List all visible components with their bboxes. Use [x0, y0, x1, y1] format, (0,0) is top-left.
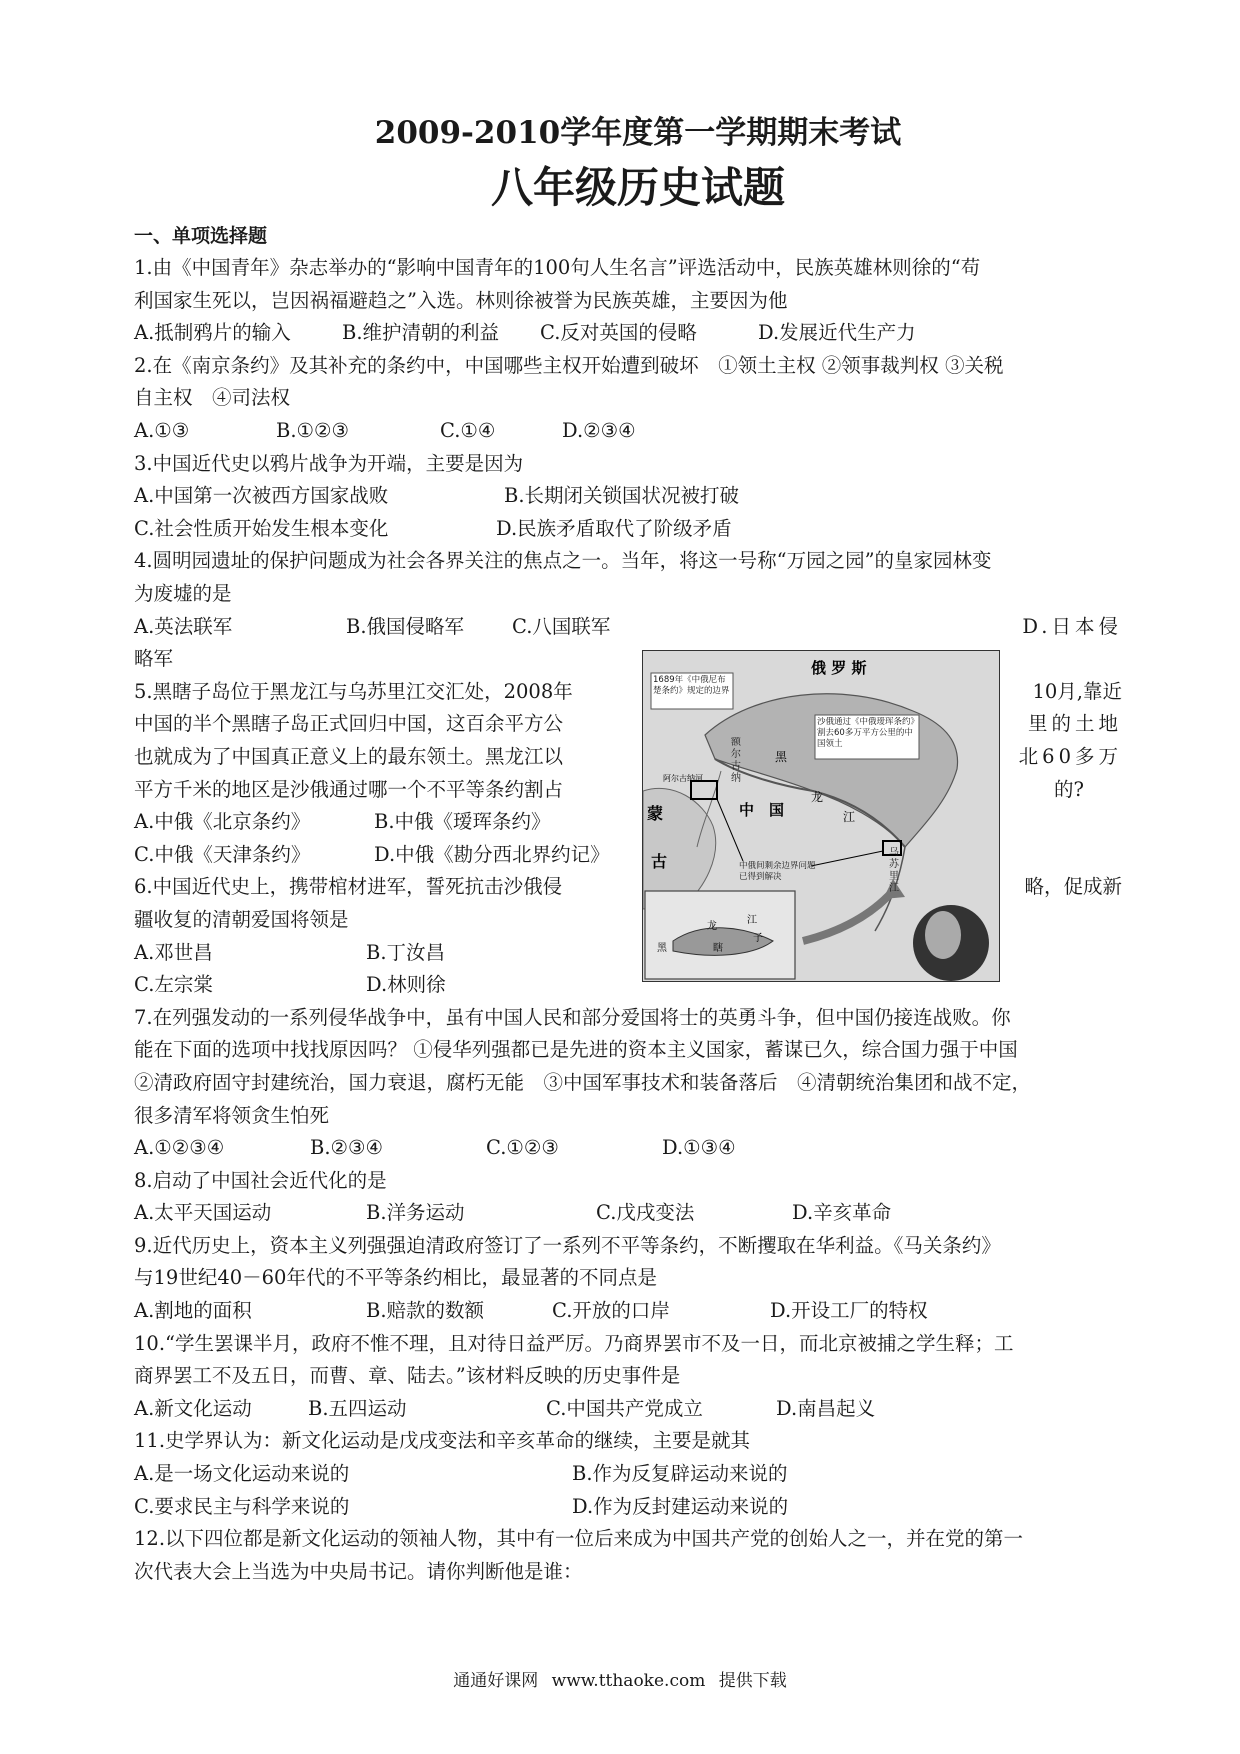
- map-label-long: 龙: [811, 790, 824, 804]
- question-2-options: [134, 415, 1122, 448]
- map-label-jiang: 江: [843, 810, 856, 824]
- option-a: A.①③: [134, 418, 190, 442]
- option-b: B.洋务运动: [366, 1201, 465, 1225]
- question-1-line-1: 1.由《中国青年》杂志举办的“影响中国青年的100句人生名言”评选活动中，民族英雄林则徐的“苟: [134, 256, 981, 279]
- option-c: C.开放的口岸: [552, 1299, 670, 1323]
- question-7-line-4: 很多清军将领贪生怕死: [134, 1103, 330, 1127]
- question-12-line-2: 次代表大会上当选为中央局书记。请你判断他是谁：: [134, 1559, 583, 1583]
- map-label-aigun: 沙俄通过《中俄瑷珲条约》割去60多万平方公里的中国领土: [817, 717, 915, 749]
- question-3-line-1: 3.中国近代史以鸦片战争为开端，主要是因为: [134, 451, 524, 475]
- option-d: D.作为反封建运动来说的: [572, 1494, 789, 1518]
- map-label-border-solved: 中俄间剩余边界问题已得到解决: [739, 861, 816, 882]
- section-heading: 一、单项选择题: [134, 225, 268, 247]
- option-b: B.俄国侵略军: [346, 614, 465, 638]
- question-4-line-1: 4.圆明园遗址的保护问题成为社会各界关注的焦点之一。当年，将这一号称“万园之园”的皇家园林变: [134, 549, 992, 573]
- question-7-line-2: 能在下面的选项中找找原因吗？ ①侵华列强都已是先进的资本主义国家，蓄谋已久，综合国力强于中国: [134, 1038, 1018, 1062]
- question-5-option-c: C.中俄《天津条约》: [134, 842, 311, 866]
- question-7-line-3: ②清政府固守封建统治，国力衰退，腐朽无能 ③中国军事技术和装备落后 ④清朝统治集团和战不定，: [134, 1070, 1032, 1094]
- sino-russian-border-map: [642, 650, 1000, 982]
- option-b: B.五四运动: [308, 1396, 407, 1420]
- question-2-line-1: 2.在《南京条约》及其补充的条约中，中国哪些主权开始遭到破坏 ①领土主权 ②领事裁判权 ③关税: [134, 353, 1004, 377]
- question-4-options: [134, 611, 1122, 644]
- option-c: C.中国共产党成立: [546, 1396, 703, 1420]
- option-d: D.①③④: [662, 1136, 736, 1160]
- exam-subject-title: 八年级历史试题: [490, 163, 785, 212]
- option-c: C.反对英国的侵略: [540, 321, 697, 345]
- question-4-options-cont: 略军: [134, 647, 174, 671]
- question-8-line-1: 8.启动了中国社会近代化的是: [134, 1168, 387, 1192]
- map-label-argun: 阿尔古纳河: [663, 774, 703, 783]
- option-a: A.是一场文化运动来说的: [134, 1462, 350, 1486]
- inset-label-hei: 黑: [657, 943, 667, 954]
- question-6-line-1-right: 略，促成新: [1024, 875, 1122, 899]
- option-a: A.①②③④: [134, 1136, 225, 1160]
- question-5-line-3: 也就成为了中国真正意义上的最东领土。黑龙江以: [134, 744, 564, 768]
- map-graphic: [643, 651, 999, 981]
- option-b: B.长期闭关锁国状况被打破: [504, 484, 740, 508]
- option-b: B.赔款的数额: [366, 1299, 485, 1323]
- map-label-china: 中 国: [739, 801, 785, 819]
- question-6-line-1: 6.中国近代史上，携带棺材进军，誓死抗击沙俄侵: [134, 875, 563, 899]
- option-d: D.辛亥革命: [792, 1201, 892, 1225]
- option-a: A.抵制鸦片的输入: [134, 321, 291, 345]
- option-c: C.①④: [440, 418, 496, 442]
- option-b: B.①②③: [276, 418, 349, 442]
- question-7-options: [134, 1132, 1122, 1165]
- question-11-line-1: 11.史学界认为：新文化运动是戊戌变法和辛亥革命的继续，主要是就其: [134, 1429, 751, 1453]
- option-c: C.要求民主与科学来说的: [134, 1494, 350, 1518]
- map-label-hei: 黑: [775, 750, 788, 764]
- option-c: C.八国联军: [512, 614, 611, 638]
- question-10-options: [134, 1393, 1122, 1426]
- option-a: A.中国第一次被西方国家战败: [134, 484, 389, 508]
- question-5-option-a: A.中俄《北京条约》: [134, 810, 311, 834]
- question-5-line-1-right: 10月,靠近: [1032, 679, 1122, 703]
- map-label-wusuli: 乌苏里江: [889, 847, 899, 894]
- map-label-meng: 蒙: [647, 804, 664, 823]
- question-6-line-2: 疆收复的清朝爱国将领是: [134, 907, 349, 931]
- question-9-line-2: 与19世纪40－60年代的不平等条约相比，最显著的不同点是: [134, 1266, 657, 1290]
- question-1-line-2: 利国家生死以，岂因祸福避趋之”入选。林则徐被誉为民族英雄，主要因为他: [134, 288, 788, 312]
- option-d: D.②③④: [562, 418, 636, 442]
- map-label-russia: 俄 罗 斯: [811, 659, 867, 677]
- question-10-line-2: 商界罢工不及五日，而曹、章、陆去。”该材料反映的历史事件是: [134, 1364, 681, 1388]
- question-12-line-1: 12.以下四位都是新文化运动的领袖人物，其中有一位后来成为中国共产党的创始人之一，并在党的第一: [134, 1527, 1024, 1551]
- option-c: C.社会性质开始发生根本变化: [134, 516, 389, 540]
- question-3-options-1: [134, 480, 1122, 513]
- option-b: B.维护清朝的利益: [342, 321, 500, 345]
- question-6-option-a: A.邓世昌: [134, 940, 213, 964]
- footer-site: 通通好课网: [453, 1671, 539, 1691]
- question-5-option-d: D.中俄《勘分西北界约记》: [374, 842, 610, 866]
- page-footer: [0, 1666, 1240, 1691]
- question-11-options-1: [134, 1458, 1122, 1491]
- footer-url[interactable]: www.tthaoke.com: [551, 1671, 706, 1691]
- question-6-option-b: B.丁汝昌: [366, 940, 446, 964]
- question-5-line-2-right: 里的土地: [1027, 712, 1122, 736]
- option-a: A.太平天国运动: [134, 1201, 272, 1225]
- question-6-option-c: C.左宗棠: [134, 973, 213, 997]
- option-d: D.发展近代生产力: [758, 321, 916, 345]
- question-5-line-4-right: 的?: [1054, 777, 1084, 801]
- option-c: C.①②③: [486, 1136, 559, 1160]
- question-8-options: [134, 1197, 1122, 1230]
- option-c: C.戊戌变法: [596, 1201, 695, 1225]
- question-1-options: [134, 317, 1122, 350]
- question-10-line-1: 10.“学生罢课半月，政府不惟不理，且对待日益严厉。乃商界罢市不及一日，而北京被捕之学生释；工: [134, 1331, 1014, 1355]
- question-3-options-2: [134, 513, 1122, 546]
- exam-year-title: 2009-2010学年度第一学期期末考试: [374, 115, 902, 151]
- question-5-line-4: 平方千米的地区是沙俄通过哪一个不平等条约割占: [134, 777, 564, 801]
- inset-label-xia: 瞎: [713, 943, 723, 954]
- inset-label-long: 龙: [707, 921, 717, 932]
- option-d: D.日本侵: [1022, 614, 1122, 638]
- option-b: B.②③④: [310, 1136, 383, 1160]
- question-6-option-d: D.林则徐: [366, 973, 446, 997]
- question-9-options: [134, 1295, 1122, 1328]
- question-4-line-2: 为废墟的是: [134, 581, 232, 605]
- question-7-line-1: 7.在列强发动的一系列侵华战争中，虽有中国人民和部分爱国将士的英勇斗争，但中国仍接连战败。你: [134, 1005, 1011, 1029]
- question-9-line-1: 9.近代历史上，资本主义列强强迫清政府签订了一系列不平等条约，不断攫取在华利益。《马关条约》: [134, 1233, 1001, 1257]
- option-a: A.英法联军: [134, 614, 233, 638]
- map-label-nerchinsk: 1689年《中俄尼布楚条约》规定的边界: [653, 675, 730, 696]
- inset-label-jiang: 江: [747, 915, 757, 926]
- question-5-line-1: 5.黑瞎子岛位于黑龙江与乌苏里江交汇处，2008年: [134, 679, 573, 703]
- footer-note: 提供下载: [718, 1671, 787, 1691]
- option-d: D.开设工厂的特权: [770, 1299, 928, 1323]
- option-d: D.民族矛盾取代了阶级矛盾: [496, 516, 732, 540]
- inset-label-zi: 子: [753, 933, 763, 944]
- option-b: B.作为反复辟运动来说的: [572, 1462, 788, 1486]
- question-5-line-3-right: 北60多万: [1018, 744, 1122, 768]
- question-5-option-b: B.中俄《瑷珲条约》: [374, 810, 551, 834]
- option-a: A.割地的面积: [134, 1299, 252, 1323]
- option-a: A.新文化运动: [134, 1396, 252, 1420]
- map-label-gu: 古: [651, 852, 668, 871]
- option-d: D.南昌起义: [776, 1396, 876, 1420]
- question-2-line-2: 自主权 ④司法权: [134, 386, 291, 410]
- question-11-options-2: [134, 1491, 1122, 1524]
- question-5-line-2: 中国的半个黑瞎子岛正式回归中国，这百余平方公: [134, 712, 564, 736]
- map-label-erguna: 额尔古纳: [731, 737, 741, 784]
